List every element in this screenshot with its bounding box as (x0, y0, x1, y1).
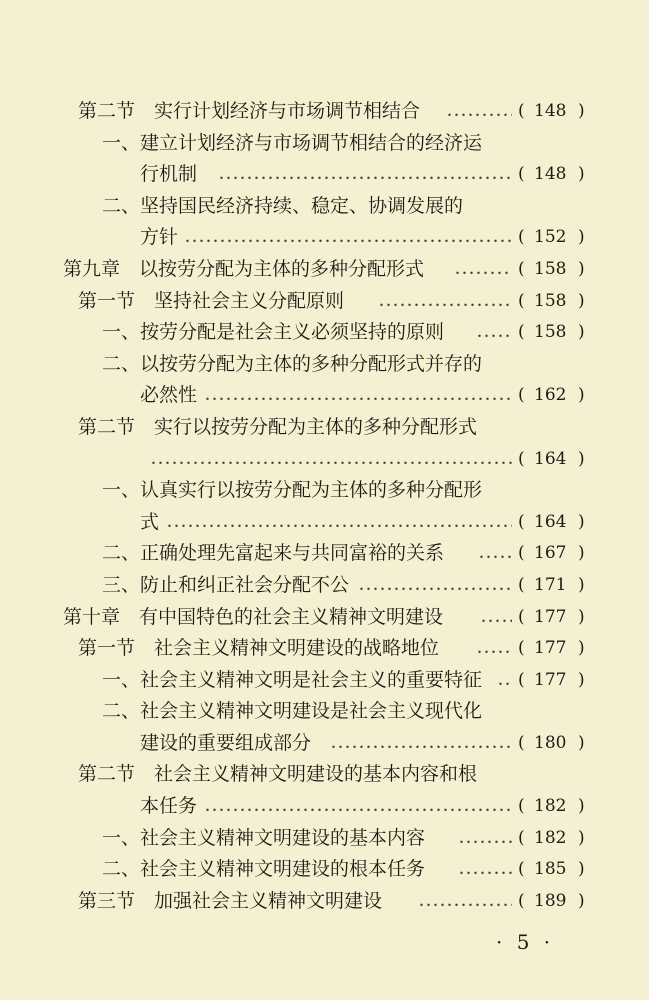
toc-entry-title: 第三节 加强社会主义精神文明建设 (78, 889, 383, 912)
toc-entry-title: 二、坚持国民经济持续、稳定、协调发展的 (102, 194, 464, 217)
dot-leader (378, 286, 512, 318)
dot-leader (204, 380, 512, 412)
toc-entry-title: 三、防止和纠正社会分配不公 (102, 573, 350, 596)
toc-entry-title: 行机制 (140, 163, 198, 186)
dot-leader (458, 854, 512, 886)
toc-entry-title: 式 (140, 510, 160, 533)
toc-entry: 第一节 坚持社会主义分配原则 ( 158 ) (0, 286, 649, 318)
dot-leader (204, 791, 512, 823)
toc-entry-title: 二、以按劳分配为主体的多种分配形式并存的 (102, 352, 483, 375)
toc-entry-title: 一、社会主义精神文明是社会主义的重要特征 (102, 668, 483, 691)
toc-entry-title: 第一节 坚持社会主义分配原则 (78, 289, 345, 312)
toc-entry: 必然性 ( 162 ) (0, 380, 649, 412)
toc-entry (0, 191, 649, 223)
toc-entry: 第九章 以按劳分配为主体的多种分配形式 ( 158 ) (0, 254, 649, 286)
dot-leader (330, 728, 512, 760)
dot-leader (476, 317, 512, 349)
dot-leader (184, 222, 512, 254)
toc-entry: 方针 ( 152 ) (0, 222, 649, 254)
toc-entry: 一、按劳分配是社会主义必须坚持的原则 ( 158 ) (0, 317, 649, 349)
dot-leader (166, 507, 512, 539)
page-folio: · 5 · (496, 930, 555, 954)
dot-leader (476, 633, 512, 665)
toc-entry: 二、社会主义精神文明建设的根本任务 ( 185 ) (0, 854, 649, 886)
toc-entry-title: 建设的重要组成部分 (140, 731, 312, 754)
toc-entry: 建设的重要组成部分 ( 180 ) (0, 728, 649, 760)
toc-entry-title: 方针 (140, 226, 179, 249)
toc-entry-title: 二、正确处理先富起来与共同富裕的关系 (102, 542, 445, 565)
toc-entry-title: 一、认真实行以按劳分配为主体的多种分配形 (102, 479, 483, 502)
toc-entry: 本任务 ( 182 ) (0, 791, 649, 823)
toc-entry-title: 一、建立计划经济与市场调节相结合的经济运 (102, 131, 483, 154)
toc-entry: 一、社会主义精神文明建设的基本内容 ( 182 ) (0, 823, 649, 855)
toc-entry: 一、社会主义精神文明是社会主义的重要特征 ( 177 ) (0, 665, 649, 697)
toc-entry (0, 475, 649, 507)
dot-leader (497, 665, 512, 697)
toc-entry (0, 759, 649, 791)
dot-leader (446, 96, 512, 128)
table-of-contents (0, 96, 649, 917)
toc-entry: 二、正确处理先富起来与共同富裕的关系 ( 167 ) (0, 538, 649, 570)
dot-leader (418, 886, 512, 918)
toc-entry-title: 第二节 社会主义精神文明建设的基本内容和根 (78, 763, 478, 786)
toc-entry: 式 ( 164 ) (0, 507, 649, 539)
toc-entry-title: 第一节 社会主义精神文明建设的战略地位 (78, 637, 440, 660)
toc-entry-title: 一、社会主义精神文明建设的基本内容 (102, 826, 426, 849)
toc-entry-title: 第二节 实行计划经济与市场调节相结合 (78, 100, 421, 122)
toc-entry: 行机制 ( 148 ) (0, 159, 649, 191)
toc-entry-title: 第十章 有中国特色的社会主义精神文明建设 (63, 605, 444, 628)
dot-leader (458, 823, 512, 855)
toc-entry: 第二节 实行计划经济与市场调节相结合 ( 148 ) (0, 96, 649, 128)
toc-entry (0, 349, 649, 381)
dot-leader (358, 570, 512, 602)
toc-entry (0, 696, 649, 728)
toc-entry: 第十章 有中国特色的社会主义精神文明建设 ( 177 ) (0, 602, 649, 634)
toc-entry-title: 一、按劳分配是社会主义必须坚持的原则 (102, 321, 445, 344)
dot-leader (478, 538, 512, 570)
toc-entry: 第三节 加强社会主义精神文明建设 ( 189 ) (0, 886, 649, 918)
toc-entry (0, 128, 649, 160)
dot-leader (150, 444, 512, 476)
toc-entry-title: 必然性 (140, 384, 198, 407)
toc-entry: ( 164 ) (0, 444, 649, 476)
toc-entry: 三、防止和纠正社会分配不公 ( 171 ) (0, 570, 649, 602)
toc-entry-title: 二、社会主义精神文明建设的根本任务 (102, 858, 426, 881)
dot-leader (480, 602, 512, 634)
toc-entry-title: 第九章 以按劳分配为主体的多种分配形式 (63, 257, 425, 280)
toc-entry-title: 第二节 实行以按劳分配为主体的多种分配形式 (78, 415, 478, 438)
dot-leader (218, 159, 512, 191)
toc-entry-title: 本任务 (140, 795, 198, 818)
toc-entry: 第一节 社会主义精神文明建设的战略地位 ( 177 ) (0, 633, 649, 665)
toc-entry (0, 412, 649, 444)
dot-leader (454, 254, 512, 286)
toc-entry-title: 二、社会主义精神文明建设是社会主义现代化 (102, 700, 483, 723)
